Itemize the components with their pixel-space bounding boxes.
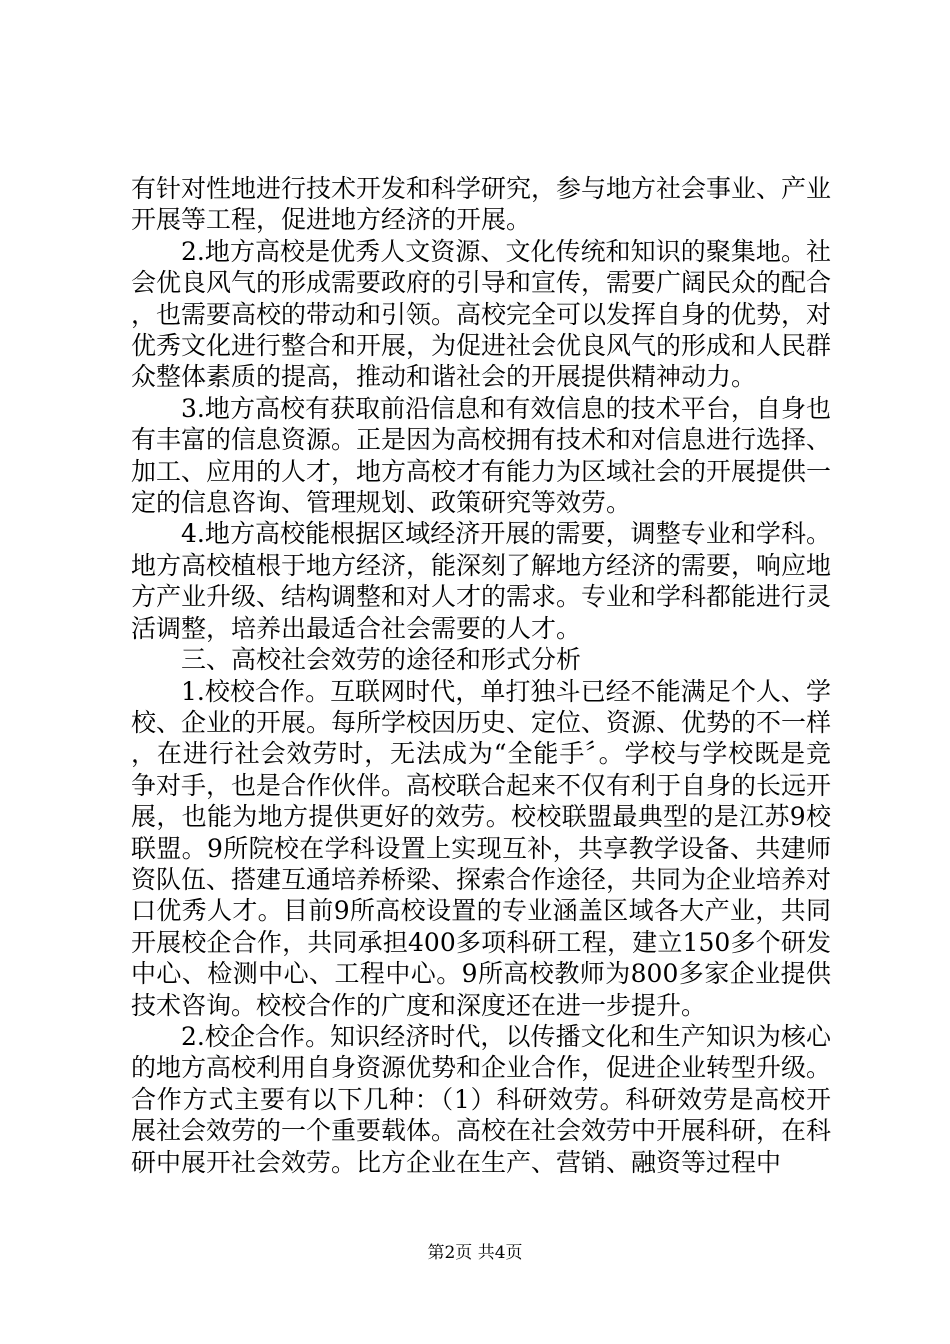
page-number-footer: 第2页 共4页 <box>427 1243 523 1263</box>
paragraph-continuation: 有针对性地进行技术开发和科学研究，参与地方社会事业、产业开展等工程，促进地方经济的开展。 <box>131 174 832 235</box>
paragraph-point-2: 2.地方高校是优秀人文资源、文化传统和知识的聚集地。社会优良风气的形成需要政府的引导和宣传，需要广阔民众的配合，也需要高校的带动和引领。高校完全可以发挥自身的优势，对优秀文化进行整合和开展，为促进社会优良风气的形成和人民群众整体素质的提高，推动和谐社会的开展提供精神动力。 <box>131 236 832 392</box>
section-heading: 三、高校社会效劳的途径和形式分析 <box>181 645 582 675</box>
paragraph-school-enterprise-cooperation: 2.校企合作。知识经济时代，以传播文化和生产知识为核心的地方高校利用自身资源优势和企业合作，促进企业转型升级。合作方式主要有以下几种：（1）科研效劳。科研效劳是高校开展社会效劳的一个重要载体。高校在社会效劳中开展科研，在科研中展开社会效劳。比方企业在生产、营销、融资等过程中 <box>131 1021 832 1177</box>
document-body <box>131 173 831 1178</box>
paragraph-point-3: 3.地方高校有获取前沿信息和有效信息的技术平台，自身也有丰富的信息资源。正是因为高校拥有技术和对信息进行选择、加工、应用的人才，地方高校才有能力为区域社会的开展提供一定的信息咨询、管理规划、政策研究等效劳。 <box>131 393 832 518</box>
paragraph-school-cooperation: 1.校校合作。互联网时代，单打独斗已经不能满足个人、学校、企业的开展。每所学校因历史、定位、资源、优势的不一样，在进行社会效劳时，无法成为“全能手〞。学校与学校既是竞争对手，也是合作伙伴。高校联合起来不仅有利于自身的长远开展，也能为地方提供更好的效劳。校校联盟最典型的是江苏9校联盟。9所院校在学科设置上实现互补，共享教学设备、共建师资队伍、搭建互通培养桥梁、探索合作途径，共同为企业培养对口优秀人才。目前9所高校设置的专业涵盖区域各大产业，共同开展校企合作，共同承担400多项科研工程，建立150多个研发中心、检测中心、工程中心。9所高校教师为800多家企业提供技术咨询。校校合作的广度和深度还在进一步提升。 <box>131 676 832 1020</box>
paragraph-point-4: 4.地方高校能根据区域经济开展的需要，调整专业和学科。地方高校植根于地方经济，能深刻了解地方经济的需要，响应地方产业升级、结构调整和对人才的需求。专业和学科都能进行灵活调整，培养出最适合社会需要的人才。 <box>131 519 832 643</box>
